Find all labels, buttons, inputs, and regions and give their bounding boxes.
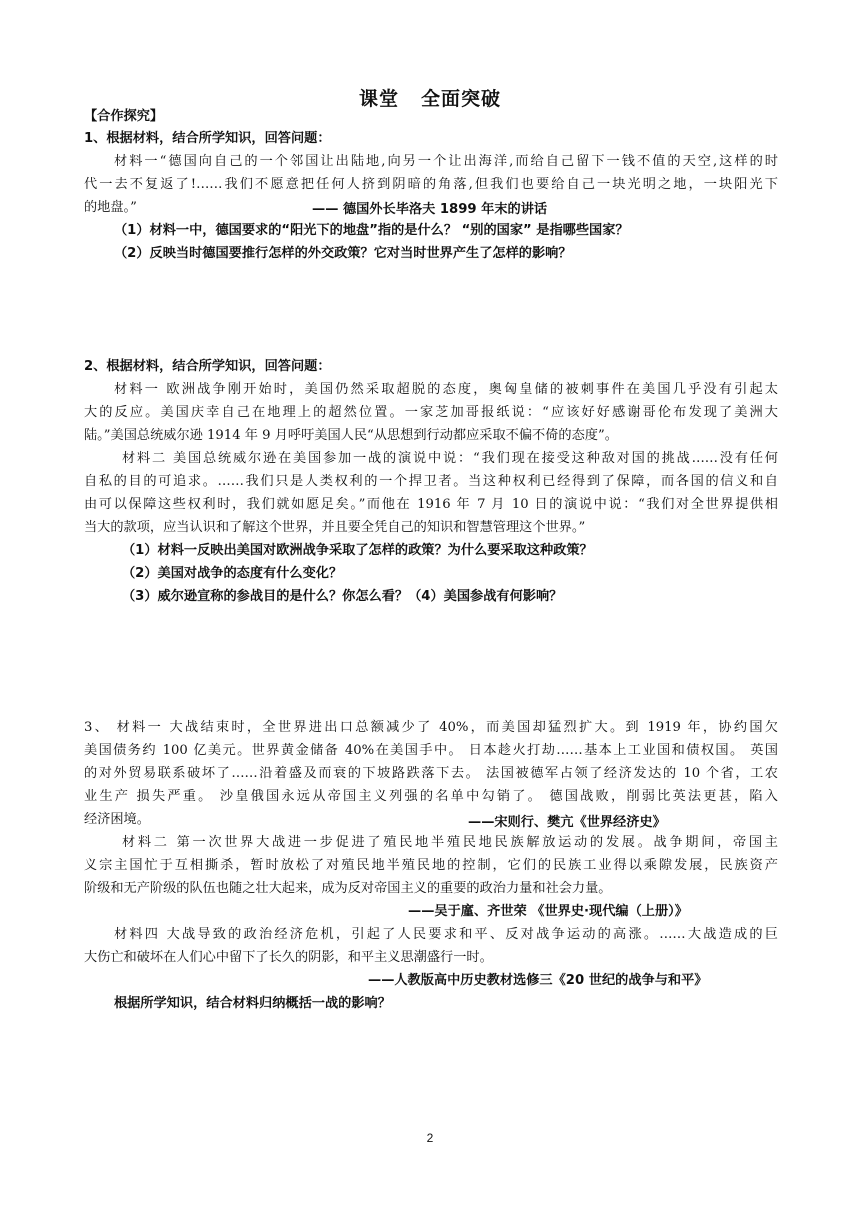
q1-subquestion: （2）反映当时德国要推行怎样的外交政策？它对当时世界产生了怎样的影响？	[114, 246, 572, 261]
title-part-2: 全面突破	[421, 88, 502, 110]
q3-material1-line: 美国债务约 100 亿美元。世界黄金储备 40%在美国手中。 日本趁火打劫……基本上工业国和债权国。 英国	[84, 743, 778, 758]
q2-material2-line: 由可以保障这些权利时，我们就如愿足矣。”而他在 1916 年 7 月 10 日的演说中说：“我们对全世界提供相	[84, 497, 778, 512]
q3-material1-line: 业生产 损失严重。 沙皇俄国永远从帝国主义列强的名单中勾销了。 德国战败，削弱比英法更甚，陷入	[84, 789, 778, 804]
q3-material1-line: 经济困境。	[84, 812, 150, 827]
q1-material1-line: 代一去不复返了!……我们不愿意把任何人挤到阴暗的角落,但我们也要给自己一块光明之地，一块阳光下	[84, 177, 778, 192]
q1-prompt: 1、根据材料，结合所学知识，回答问题：	[84, 131, 331, 146]
q2-prompt: 2、根据材料，结合所学知识，回答问题：	[84, 359, 331, 374]
q2-material1-line: 大的反应。美国庆幸自己在地理上的超然位置。一家芝加哥报纸说：“应该好好感谢哥伦布发现了美洲大	[84, 405, 778, 420]
section-heading: 【合作探究】	[84, 109, 164, 124]
q3-material1-line: 的对外贸易联系破坏了……沿着盛及而衰的下坡路跌落下去。 法国被德军占领了经济发达的 10 个省，工农	[84, 766, 778, 781]
q3-material2-line: 义宗主国忙于互相撕杀，暂时放松了对殖民地半殖民地的控制，它们的民族工业得以乘隙发展，民族资产	[84, 858, 778, 873]
q1-subquestion: （1）材料一中，德国要求的“阳光下的地盘”指的是什么？ “别的国家” 是指哪些国家？	[114, 223, 629, 238]
q2-material2-line: 材料二 美国总统威尔逊在美国参加一战的演说中说：“我们现在接受这种敌对国的挑战……没有任何	[122, 451, 778, 466]
q3-material2-line: 阶级和无产阶级的队伍也随之壮大起来，成为反对帝国主义的重要的政治力量和社会力量。	[84, 881, 612, 896]
q1-material1-line: 材料一“德国向自己的一个邻国让出陆地,向另一个让出海洋,而给自己留下一钱不值的天空,这样的时	[114, 154, 778, 169]
q2-subquestion: （3）威尔逊宣称的参战目的是什么？你怎么看？（4）美国参战有何影响？	[122, 589, 563, 604]
q3-material4-line: 材料四 大战导致的政治经济危机，引起了人民要求和平、反对战争运动的高涨。……大战造成的巨	[114, 927, 778, 942]
page-number: 2	[426, 1131, 434, 1145]
q2-subquestion: （2）美国对战争的态度有什么变化？	[122, 566, 343, 581]
q1-source: —— 德国外长毕洛夫 1899 年末的讲话	[312, 202, 548, 217]
q3-material4-source: ——人教版高中历史教材选修三《20 世纪的战争与和平》	[368, 973, 708, 988]
q3-material4-line: 大伤亡和破坏在人们心中留下了长久的阴影，和平主义思潮盛行一时。	[84, 950, 493, 965]
q2-material2-line: 自私的目的可追求。……我们只是人类权利的一个捍卫者。当这种权利已经得到了保障，而各国的信义和自	[84, 474, 778, 489]
q1-material1-line: 的地盘。”	[84, 200, 137, 215]
q2-material2-line: 当大的款项，应当认识和了解这个世界，并且要全凭自己的知识和智慧管理这个世界。”	[84, 520, 586, 535]
q3-material2-source: ——吴于廑、齐世荣 《世界史·现代编（上册）》	[408, 904, 688, 919]
q3-material1-line: 3、 材料一 大战结束时，全世界进出口总额减少了 40%，而美国却猛烈扩大。到 1919 年，协约国欠	[84, 720, 778, 735]
q2-subquestion: （1）材料一反映出美国对欧洲战争采取了怎样的政策？为什么要采取这种政策？	[122, 543, 593, 558]
q2-material1-line: 材料一 欧洲战争刚开始时，美国仍然采取超脱的态度，奥匈皇储的被刺事件在美国几乎没有引起太	[114, 382, 778, 397]
q3-material1-source: ——宋则行、樊亢《世界经济史》	[468, 815, 666, 830]
q3-question: 根据所学知识，结合材料归纳概括一战的影响？	[114, 996, 391, 1011]
title-part-1: 课堂	[358, 88, 399, 110]
q2-material1-line: 陆。”美国总统威尔逊 1914 年 9 月呼吁美国人民“从思想到行动都应采取不偏不倚的态度”。	[84, 428, 618, 443]
q3-material2-line: 材料二 第一次世界大战进一步促进了殖民地半殖民地民族解放运动的发展。战争期间，帝国主	[122, 835, 778, 850]
